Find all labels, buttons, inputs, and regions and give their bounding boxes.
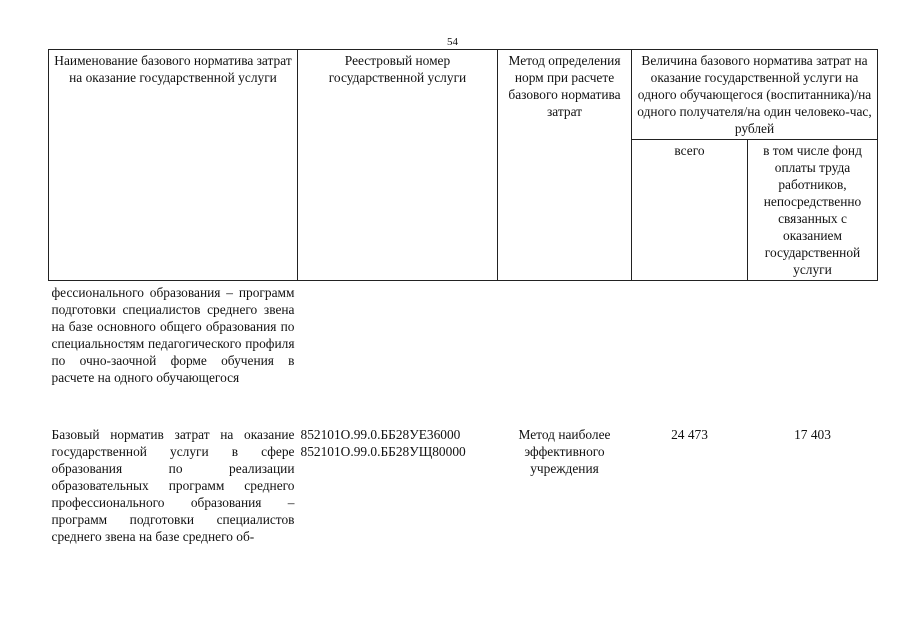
row-total: 24 473 (671, 427, 708, 442)
row-total (632, 281, 748, 427)
row-wage-fund: 17 403 (794, 427, 831, 442)
registry-code: 852101О.99.0.ББ28УЩ80000 (300, 444, 466, 459)
base-norms-table (48, 49, 878, 547)
header-registry-number: Реестровый номер государственной услуги (298, 50, 498, 281)
table-header (49, 50, 878, 281)
row-name: Базовый норматив затрат на оказание государственной услуги в сфере образования по реализации образовательных программ среднего профессионального образования – программ подготовки специалистов среднего звена на базе среднего об- (51, 427, 295, 544)
table-row (49, 426, 878, 547)
row-wage-fund (748, 281, 878, 427)
registry-code: 852101О.99.0.ББ28УЕ36000 (300, 427, 461, 442)
page-number: 54 (447, 36, 458, 48)
header-method: Метод определения норм при расчете базового норматива затрат (498, 50, 632, 281)
header-name: Наименование базового норматива затрат на оказание государственной услуги (49, 50, 298, 281)
row-method: Метод наиболее эффективного учреждения (518, 427, 611, 476)
header-wage-fund: в том числе фонд оплаты труда работников, непосредственно связанных с оказанием государственной услуги (748, 140, 878, 281)
header-total: всего (632, 140, 748, 281)
row-registry-codes (298, 426, 498, 547)
row-registry-codes (298, 281, 498, 427)
row-name: фессионального образования – программ подготовки специалистов среднего звена на базе основного общего образования по специальностям педагогического профиля по очно-заочной форме обучения в расчете на одного обучающегося (51, 285, 295, 385)
row-method (498, 281, 632, 427)
table-row (49, 281, 878, 427)
header-norm-value: Величина базового норматива затрат на оказание государственной услуги на одного обучающегося (воспитанника)/на одного получателя/на один человеко-час, рублей (632, 50, 878, 140)
